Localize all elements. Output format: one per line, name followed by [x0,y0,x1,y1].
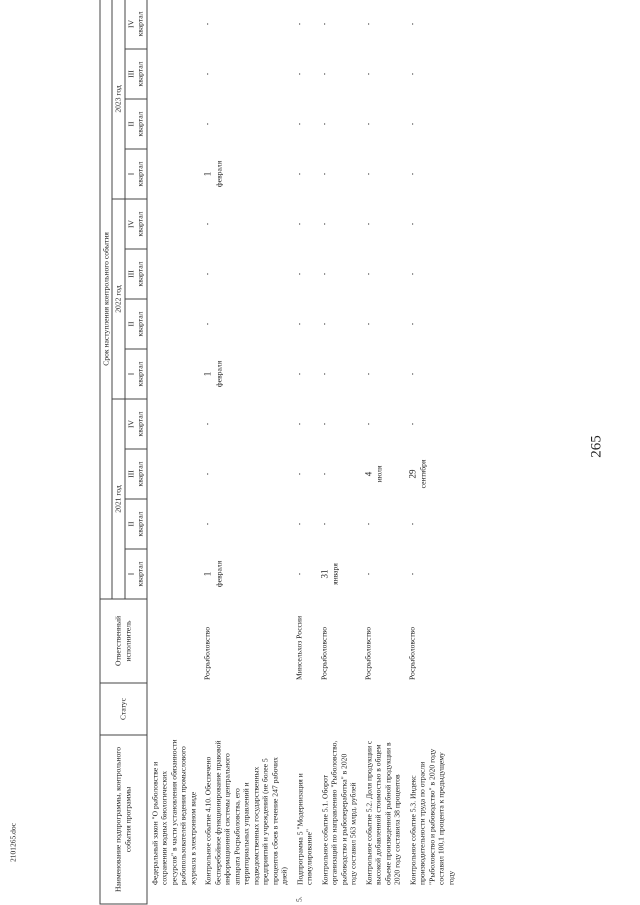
quarter-cell: - [363,422,373,426]
event-date-month: февраля [214,160,224,188]
quarter-header [125,99,147,149]
control-events-table [100,0,459,905]
quarter-cell: - [202,72,212,76]
deadline-group-header: Срок наступления контрольного события [100,0,112,599]
quarter-word: квартал [135,561,145,587]
event-status [405,683,458,735]
quarter-cell: - [363,72,373,76]
quarter-header [125,49,147,99]
quarter-header [125,499,147,549]
event-status [201,683,292,735]
event-executor: Росрыболовство [363,627,373,680]
table-row [361,0,405,904]
event-date-day: 1 [202,371,213,377]
quarter-cell: - [363,322,373,326]
quarter-cell: - [294,222,304,226]
quarter-cell [147,499,201,549]
quarter-cell: - [319,372,329,376]
quarter-cell: - [319,422,329,426]
event-executor: Росрыболовство [319,627,329,680]
quarter-cell: - [407,422,417,426]
event-name: Контрольное событие 5.1. Оборот организаций по направлению "Рыболовство, рыбоводство и рыбопереработка" в 2020 году составил 563 млрд. рублей [320,740,358,885]
event-name: Федеральный закон "О рыболовстве и сохранении водных биологических ресурсов" в части установления обязанности рыбопользователей ведения промыслового журнала в электронном виде [150,739,198,885]
quarter-word: квартал [135,261,145,287]
table-row [147,0,201,904]
quarter-cell [405,449,458,499]
quarter-cell [361,449,405,499]
quarter-cell [147,249,201,299]
quarter-word: квартал [135,161,145,187]
quarter-header [125,399,147,449]
event-name: Контрольное событие 5.2. Доля продукции с высокой добавленной стоимостью в общем объеме произведенной рыбной продукции в 2020 году составила 38 процентов [364,740,402,885]
quarter-cell: - [407,572,417,576]
event-date-day: 4 [363,471,374,477]
quarter-cell: - [407,372,417,376]
quarter-cell [147,299,201,349]
quarter-cell: - [407,522,417,526]
quarter-cell: - [294,322,304,326]
quarter-cell [147,0,201,49]
status-column-header: Статус [100,683,147,735]
quarter-cell: - [294,122,304,126]
quarter-cell [201,549,292,599]
event-executor [147,599,201,683]
year-header: 2021 год [112,399,124,599]
row-number [405,887,458,904]
quarter-word: квартал [135,11,145,37]
quarter-cell [201,149,292,199]
quarter-cell: - [319,122,329,126]
event-status [292,683,317,735]
event-name: Подпрограмма 5 "Модернизация и стимулирование" [295,773,314,885]
quarter-cell: - [319,222,329,226]
event-executor: Росрыболовство [202,627,212,680]
quarter-cell: - [363,122,373,126]
rotated-table-wrapper [100,0,640,905]
table-body [147,0,459,904]
quarter-cell: - [407,72,417,76]
quarter-word: квартал [135,411,145,437]
quarter-cell: - [202,422,212,426]
quarter-numeral: IV [126,220,136,229]
quarter-cell: - [363,272,373,276]
event-executor: Минсельхоз России [294,615,304,680]
quarter-cell: - [407,322,417,326]
event-date-month: июля [374,465,384,483]
quarter-cell [147,449,201,499]
quarter-header [125,249,147,299]
event-executor: Росрыболовство [407,627,417,680]
quarter-cell [147,99,201,149]
quarter-cell: - [407,172,417,176]
quarter-cell: - [319,272,329,276]
quarter-cell: - [202,222,212,226]
quarter-cell [147,399,201,449]
quarter-word: квартал [135,311,145,337]
quarter-numeral: III [126,70,136,78]
quarter-numeral: IV [126,19,136,28]
quarter-cell: - [294,272,304,276]
quarter-cell: - [202,22,212,26]
quarter-cell [147,349,201,399]
table-row [292,0,317,904]
quarter-cell: - [319,322,329,326]
quarter-cell: - [294,172,304,176]
quarter-cell [147,199,201,249]
quarter-numeral: IV [126,420,136,429]
row-number [317,887,361,904]
row-number: 5. [294,896,304,902]
quarter-header [125,199,147,249]
quarter-cell: - [294,572,304,576]
quarter-cell: - [319,472,329,476]
event-date-day: 31 [319,569,330,579]
quarter-numeral: I [126,172,136,176]
quarter-header [125,449,147,499]
quarter-numeral: II [126,121,136,127]
quarter-cell: - [407,272,417,276]
quarter-cell: - [363,22,373,26]
quarter-cell: - [363,372,373,376]
row-number [201,887,292,904]
quarter-numeral: II [126,321,136,327]
quarter-cell: - [407,122,417,126]
event-name: Контрольное событие 5.3. Индекс производительности труда по отрасли "Рыболовство и рыбоводство" в 2020 году составил 100,1 процента к предыдущему году [408,748,455,885]
quarter-word: квартал [135,361,145,387]
quarter-cell: - [202,472,212,476]
table-row [405,0,458,904]
event-status [361,683,405,735]
quarter-cell: - [363,522,373,526]
quarter-cell: - [294,522,304,526]
event-status [317,683,361,735]
quarter-word: квартал [135,511,145,537]
document-footer: 2101265.doc [8,823,18,862]
quarter-numeral: I [126,572,136,576]
quarter-cell: - [202,122,212,126]
quarter-cell: - [294,472,304,476]
quarter-cell: - [202,272,212,276]
table-row [201,0,292,904]
quarter-word: квартал [135,111,145,137]
quarter-cell: - [363,572,373,576]
quarter-header [125,0,147,49]
event-status [147,683,201,735]
table-row [317,0,361,904]
quarter-word: квартал [135,211,145,237]
quarter-cell [147,149,201,199]
quarter-header [125,299,147,349]
event-date-day: 1 [202,571,213,577]
event-date-month: января [330,563,340,585]
quarter-header [125,349,147,399]
quarter-cell [201,349,292,399]
quarter-cell: - [407,222,417,226]
year-header: 2023 год [112,0,124,199]
quarter-header [125,549,147,599]
quarter-cell: - [319,522,329,526]
quarter-cell: - [319,172,329,176]
quarter-word: квартал [135,461,145,487]
event-name: Контрольное событие 4.10. Обеспечено бесперебойное функционирование правовой информационной системы центрального аппарата Росрыболовства, его территориальных управлений и подведомственных государственных предприятий и учреждений (не более 5 процентов сбоев в течение 247 рабочих дней) [203,740,289,885]
executor-column-header: Ответственный исполнитель [100,599,147,683]
row-number [147,887,201,904]
quarter-cell: - [407,22,417,26]
year-header: 2022 год [112,199,124,399]
quarter-numeral: I [126,372,136,376]
quarter-word: квартал [135,61,145,87]
event-date-month: февраля [214,360,224,388]
quarter-cell: - [319,72,329,76]
quarter-cell: - [363,222,373,226]
event-date-month: сентября [418,459,428,489]
event-date-month: февраля [214,560,224,588]
row-number [361,887,405,904]
quarter-numeral: III [126,470,136,478]
quarter-cell [317,549,361,599]
quarter-cell: - [363,172,373,176]
event-date-day: 29 [407,469,418,479]
quarter-numeral: II [126,521,136,527]
name-column-header: Наименование подпрограммы, контрольного события программы [100,735,147,904]
quarter-header [125,149,147,199]
quarter-cell: - [294,422,304,426]
quarter-cell: - [319,22,329,26]
quarter-cell: - [294,372,304,376]
quarter-cell [147,49,201,99]
quarter-cell: - [294,72,304,76]
event-date-day: 1 [202,171,213,177]
quarter-cell: - [202,522,212,526]
page-number: 265 [588,435,605,458]
quarter-cell [147,549,201,599]
quarter-cell: - [202,322,212,326]
quarter-numeral: III [126,270,136,278]
quarter-cell: - [294,22,304,26]
